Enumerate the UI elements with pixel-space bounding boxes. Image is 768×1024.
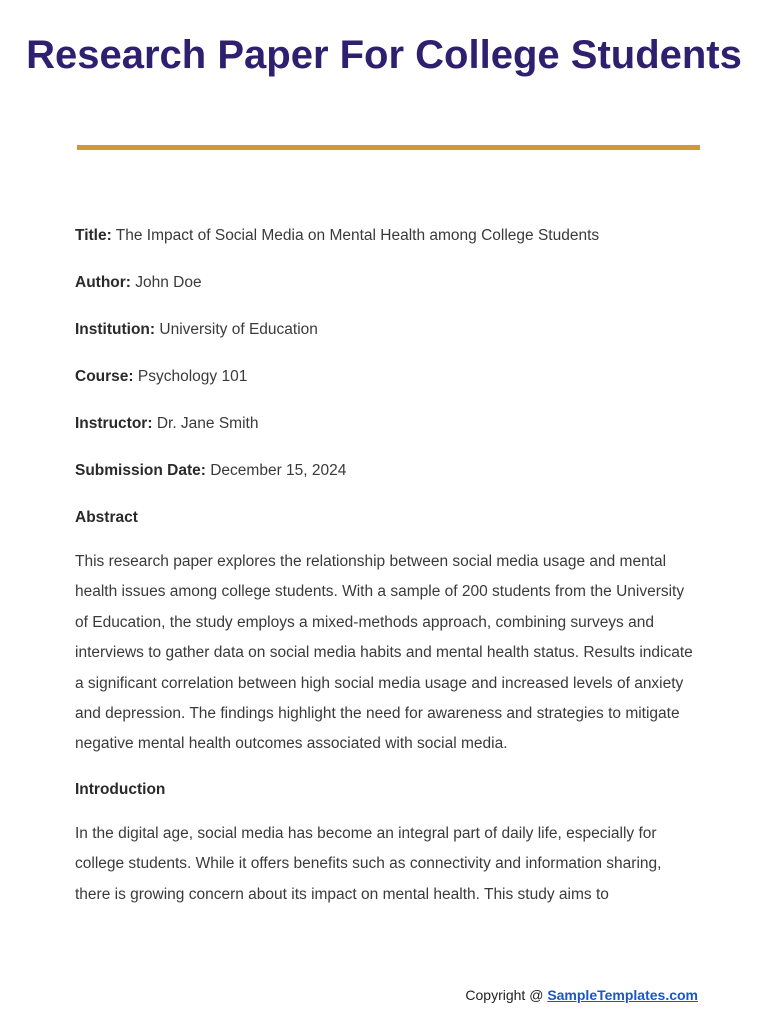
- meta-institution-value: University of Education: [159, 321, 318, 338]
- meta-title: [75, 224, 695, 248]
- meta-submission-date-value: December 15, 2024: [210, 462, 347, 479]
- meta-course-value: Psychology 101: [137, 368, 248, 385]
- meta-instructor: [75, 412, 695, 436]
- meta-institution: [75, 318, 695, 342]
- meta-author-label: Author:: [75, 274, 131, 291]
- introduction-body: In the digital age, social media has become an integral part of daily life, especially for college students. While it offers benefits such as connectivity and information sharing, there is growing concern about its impact on mental health. This study aims to: [75, 824, 662, 903]
- meta-submission-date-label: Submission Date:: [75, 462, 206, 479]
- page-title: Research Paper For College Students: [26, 33, 742, 77]
- meta-author-value: John Doe: [135, 274, 202, 291]
- meta-author: [75, 271, 695, 295]
- paper-content: [75, 224, 695, 910]
- copyright-text: Copyright @: [465, 987, 544, 1003]
- meta-course: [75, 365, 695, 389]
- introduction-heading: Introduction: [75, 780, 166, 798]
- meta-instructor-label: Instructor:: [75, 415, 153, 432]
- meta-instructor-value: Dr. Jane Smith: [156, 415, 259, 432]
- sample-templates-link[interactable]: SampleTemplates.com: [547, 987, 698, 1003]
- meta-course-label: Course:: [75, 368, 134, 385]
- meta-institution-label: Institution:: [75, 321, 156, 338]
- copyright-footer: [465, 985, 698, 1005]
- title-divider: [77, 145, 700, 150]
- meta-submission-date: [75, 459, 695, 483]
- abstract-body: This research paper explores the relationship between social media usage and mental health issues among college students. With a sample of 200 students from the University of Education, the study employs a mixed-methods approach, combining surveys and interviews to gather data on social media habits and mental health status. Results indicate a significant correlation between high social media usage and increased levels of anxiety and depression. The findings highlight the need for awareness and strategies to mitigate negative mental health outcomes associated with social media.: [75, 553, 693, 753]
- meta-title-label: Title:: [75, 227, 112, 244]
- meta-title-value: The Impact of Social Media on Mental Health among College Students: [115, 227, 600, 244]
- abstract-heading: Abstract: [75, 509, 138, 526]
